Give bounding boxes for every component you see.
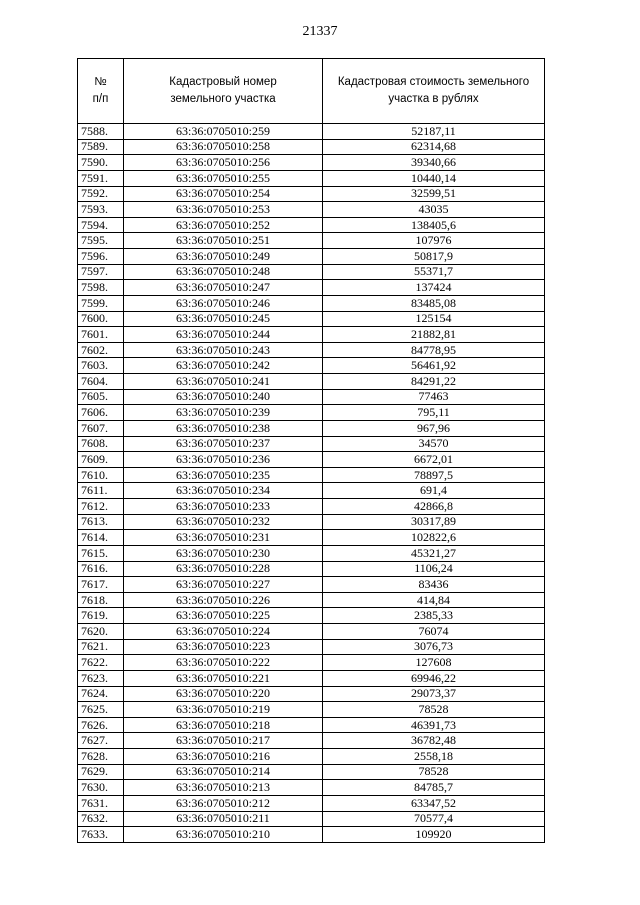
cadastral-number: 63:36:0705010:213 (124, 780, 323, 796)
header-cadastral-line2: земельного участка (170, 93, 276, 105)
cadastral-value: 138405,6 (323, 217, 545, 233)
cadastral-number: 63:36:0705010:222 (124, 655, 323, 671)
cadastral-number: 63:36:0705010:221 (124, 670, 323, 686)
cadastral-number: 63:36:0705010:219 (124, 702, 323, 718)
table-row (78, 733, 545, 749)
cadastral-number: 63:36:0705010:234 (124, 483, 323, 499)
table-row (78, 389, 545, 405)
cadastral-number: 63:36:0705010:253 (124, 202, 323, 218)
header-cadastral-number (124, 59, 323, 124)
table-row (78, 749, 545, 765)
header-row (78, 59, 545, 124)
cadastral-number: 63:36:0705010:258 (124, 139, 323, 155)
table-header (78, 59, 545, 124)
cadastral-number: 63:36:0705010:210 (124, 827, 323, 843)
cadastral-value: 32599,51 (323, 186, 545, 202)
table-row (78, 124, 545, 140)
table-row (78, 311, 545, 327)
table-row (78, 499, 545, 515)
page-number: 21337 (302, 24, 338, 39)
cadastral-value: 102822,6 (323, 530, 545, 546)
table-row (78, 827, 545, 843)
cadastral-number: 63:36:0705010:235 (124, 467, 323, 483)
cadastral-value: 45321,27 (323, 545, 545, 561)
table-row (78, 577, 545, 593)
cadastral-number: 63:36:0705010:224 (124, 624, 323, 640)
row-number: 7627. (78, 733, 124, 749)
row-number: 7616. (78, 561, 124, 577)
header-value-line1: Кадастровая стоимость земельного (337, 76, 530, 88)
cadastral-number: 63:36:0705010:211 (124, 811, 323, 827)
cadastral-number: 63:36:0705010:245 (124, 311, 323, 327)
table-row (78, 483, 545, 499)
cadastral-value: 6672,01 (323, 452, 545, 468)
table-row (78, 186, 545, 202)
cadastral-value: 109920 (323, 827, 545, 843)
cadastral-value: 30317,89 (323, 514, 545, 530)
row-number: 7596. (78, 249, 124, 265)
row-number: 7590. (78, 155, 124, 171)
row-number: 7588. (78, 124, 124, 140)
row-number: 7608. (78, 436, 124, 452)
cadastral-value: 2558,18 (323, 749, 545, 765)
cadastral-number: 63:36:0705010:256 (124, 155, 323, 171)
cadastral-value: 125154 (323, 311, 545, 327)
cadastral-value: 76074 (323, 624, 545, 640)
table-row (78, 170, 545, 186)
table-row (78, 764, 545, 780)
cadastral-number: 63:36:0705010:241 (124, 374, 323, 390)
cadastral-number: 63:36:0705010:228 (124, 561, 323, 577)
row-number: 7589. (78, 139, 124, 155)
row-number: 7623. (78, 670, 124, 686)
table-row (78, 545, 545, 561)
cadastral-number: 63:36:0705010:251 (124, 233, 323, 249)
cadastral-value: 70577,4 (323, 811, 545, 827)
table-row (78, 467, 545, 483)
cadastral-value: 137424 (323, 280, 545, 296)
cadastral-value: 21882,81 (323, 327, 545, 343)
table-row (78, 280, 545, 296)
row-number: 7619. (78, 608, 124, 624)
cadastral-value: 78897,5 (323, 467, 545, 483)
row-number: 7609. (78, 452, 124, 468)
cadastral-number: 63:36:0705010:230 (124, 545, 323, 561)
cadastral-value: 56461,92 (323, 358, 545, 374)
row-number: 7613. (78, 514, 124, 530)
table-row (78, 639, 545, 655)
table-row (78, 686, 545, 702)
cadastral-value: 691,4 (323, 483, 545, 499)
cadastral-value: 29073,37 (323, 686, 545, 702)
row-number: 7605. (78, 389, 124, 405)
table-row (78, 264, 545, 280)
table-row (78, 327, 545, 343)
table-row (78, 655, 545, 671)
row-number: 7598. (78, 280, 124, 296)
cadastral-value: 34570 (323, 436, 545, 452)
table-row (78, 233, 545, 249)
cadastral-number: 63:36:0705010:244 (124, 327, 323, 343)
table-row (78, 780, 545, 796)
row-number: 7610. (78, 467, 124, 483)
cadastral-number: 63:36:0705010:216 (124, 749, 323, 765)
cadastral-number: 63:36:0705010:223 (124, 639, 323, 655)
table-row (78, 342, 545, 358)
table-row (78, 217, 545, 233)
row-number: 7625. (78, 702, 124, 718)
cadastral-number: 63:36:0705010:247 (124, 280, 323, 296)
table-row (78, 249, 545, 265)
cadastral-number: 63:36:0705010:231 (124, 530, 323, 546)
cadastral-number: 63:36:0705010:249 (124, 249, 323, 265)
row-number: 7594. (78, 217, 124, 233)
cadastral-value: 83436 (323, 577, 545, 593)
cadastral-value: 50817,9 (323, 249, 545, 265)
cadastral-value: 414,84 (323, 592, 545, 608)
row-number: 7630. (78, 780, 124, 796)
cadastral-value: 83485,08 (323, 295, 545, 311)
cadastral-value: 84785,7 (323, 780, 545, 796)
cadastral-value: 52187,11 (323, 124, 545, 140)
cadastral-number: 63:36:0705010:240 (124, 389, 323, 405)
row-number: 7632. (78, 811, 124, 827)
row-number: 7600. (78, 311, 124, 327)
cadastral-number: 63:36:0705010:239 (124, 405, 323, 421)
cadastral-number: 63:36:0705010:220 (124, 686, 323, 702)
cadastral-number: 63:36:0705010:248 (124, 264, 323, 280)
cadastral-value: 2385,33 (323, 608, 545, 624)
cadastral-table (77, 58, 545, 843)
table-row (78, 624, 545, 640)
table-row (78, 155, 545, 171)
cadastral-value: 84291,22 (323, 374, 545, 390)
row-number: 7597. (78, 264, 124, 280)
header-num-line2: п/п (92, 93, 109, 105)
table-row (78, 358, 545, 374)
header-value-line2: участка в рублях (388, 93, 479, 105)
table-row (78, 702, 545, 718)
cadastral-value: 84778,95 (323, 342, 545, 358)
row-number: 7617. (78, 577, 124, 593)
row-number: 7606. (78, 405, 124, 421)
row-number: 7622. (78, 655, 124, 671)
cadastral-value: 107976 (323, 233, 545, 249)
row-number: 7614. (78, 530, 124, 546)
row-number: 7604. (78, 374, 124, 390)
cadastral-number: 63:36:0705010:259 (124, 124, 323, 140)
cadastral-number: 63:36:0705010:246 (124, 295, 323, 311)
cadastral-value: 10440,14 (323, 170, 545, 186)
cadastral-value: 62314,68 (323, 139, 545, 155)
table-row (78, 592, 545, 608)
cadastral-value: 795,11 (323, 405, 545, 421)
table-row (78, 795, 545, 811)
cadastral-value: 3076,73 (323, 639, 545, 655)
table-row (78, 374, 545, 390)
row-number: 7612. (78, 499, 124, 515)
cadastral-value: 55371,7 (323, 264, 545, 280)
cadastral-number: 63:36:0705010:236 (124, 452, 323, 468)
row-number: 7611. (78, 483, 124, 499)
row-number: 7618. (78, 592, 124, 608)
row-number: 7629. (78, 764, 124, 780)
cadastral-number: 63:36:0705010:254 (124, 186, 323, 202)
table-row (78, 530, 545, 546)
cadastral-number: 63:36:0705010:255 (124, 170, 323, 186)
row-number: 7592. (78, 186, 124, 202)
row-number: 7633. (78, 827, 124, 843)
table-row (78, 420, 545, 436)
cadastral-value: 36782,48 (323, 733, 545, 749)
cadastral-value: 1106,24 (323, 561, 545, 577)
header-num-line1: № (94, 76, 107, 88)
row-number: 7591. (78, 170, 124, 186)
table-row (78, 514, 545, 530)
cadastral-value: 39340,66 (323, 155, 545, 171)
cadastral-value: 42866,8 (323, 499, 545, 515)
table-row (78, 295, 545, 311)
table-row (78, 202, 545, 218)
row-number: 7595. (78, 233, 124, 249)
table-row (78, 670, 545, 686)
cadastral-number: 63:36:0705010:218 (124, 717, 323, 733)
row-number: 7593. (78, 202, 124, 218)
header-num (78, 59, 124, 124)
cadastral-value: 77463 (323, 389, 545, 405)
cadastral-value: 43035 (323, 202, 545, 218)
cadastral-number: 63:36:0705010:238 (124, 420, 323, 436)
cadastral-value: 69946,22 (323, 670, 545, 686)
row-number: 7599. (78, 295, 124, 311)
cadastral-number: 63:36:0705010:237 (124, 436, 323, 452)
header-cadastral-value (323, 59, 545, 124)
row-number: 7607. (78, 420, 124, 436)
cadastral-number: 63:36:0705010:252 (124, 217, 323, 233)
cadastral-value: 967,96 (323, 420, 545, 436)
cadastral-number: 63:36:0705010:217 (124, 733, 323, 749)
cadastral-number: 63:36:0705010:233 (124, 499, 323, 515)
table-row (78, 436, 545, 452)
row-number: 7601. (78, 327, 124, 343)
table-row (78, 452, 545, 468)
row-number: 7628. (78, 749, 124, 765)
table-row (78, 405, 545, 421)
table-row (78, 139, 545, 155)
cadastral-number: 63:36:0705010:226 (124, 592, 323, 608)
row-number: 7631. (78, 795, 124, 811)
row-number: 7615. (78, 545, 124, 561)
row-number: 7603. (78, 358, 124, 374)
cadastral-number: 63:36:0705010:225 (124, 608, 323, 624)
row-number: 7620. (78, 624, 124, 640)
cadastral-number: 63:36:0705010:243 (124, 342, 323, 358)
cadastral-value: 78528 (323, 764, 545, 780)
cadastral-number: 63:36:0705010:242 (124, 358, 323, 374)
cadastral-number: 63:36:0705010:232 (124, 514, 323, 530)
cadastral-value: 46391,73 (323, 717, 545, 733)
row-number: 7626. (78, 717, 124, 733)
row-number: 7602. (78, 342, 124, 358)
cadastral-value: 127608 (323, 655, 545, 671)
cadastral-number: 63:36:0705010:227 (124, 577, 323, 593)
table-row (78, 561, 545, 577)
cadastral-value: 78528 (323, 702, 545, 718)
row-number: 7624. (78, 686, 124, 702)
cadastral-number: 63:36:0705010:212 (124, 795, 323, 811)
table-body (78, 124, 545, 843)
cadastral-number: 63:36:0705010:214 (124, 764, 323, 780)
cadastral-value: 63347,52 (323, 795, 545, 811)
header-cadastral-line1: Кадастровый номер (169, 76, 277, 88)
table-row (78, 717, 545, 733)
row-number: 7621. (78, 639, 124, 655)
table-row (78, 811, 545, 827)
table-row (78, 608, 545, 624)
